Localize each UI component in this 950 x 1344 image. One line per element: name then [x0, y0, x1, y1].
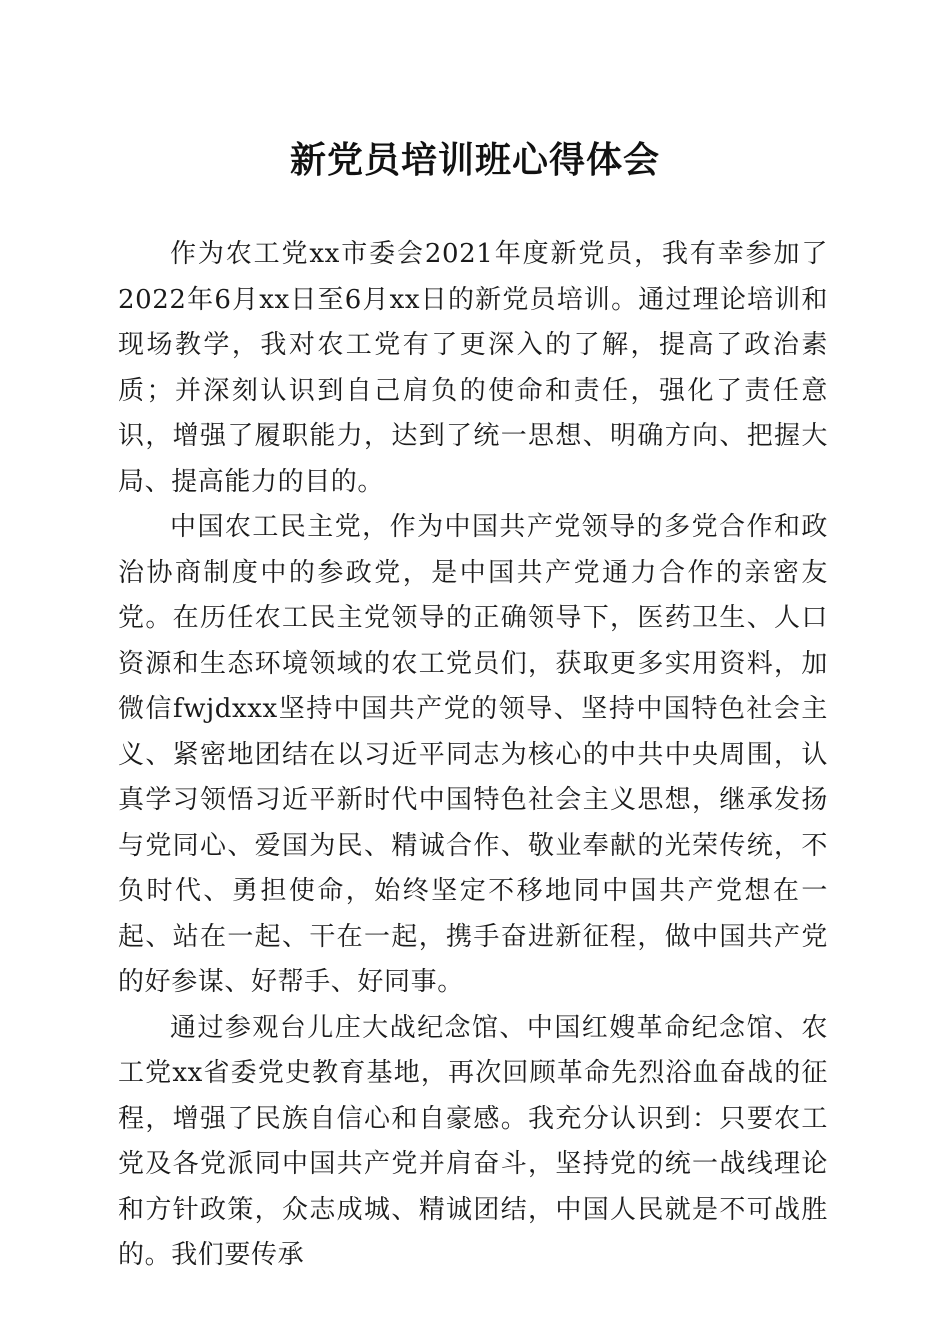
paragraph: 通过参观台儿庄大战纪念馆、中国红嫂革命纪念馆、农工党xx省委党史教育基地，再次回顾革命先烈浴血奋战的征程，增强了民族自信心和自豪感。我充分认识到：只要农工党及各党派同中国共产党并肩奋斗，坚持党的统一战线理论和方针政策，众志成城、精诚团结，中国人民就是不可战胜的。我们要传承	[118, 1012, 828, 1270]
paragraph: 作为农工党xx市委会2021年度新党员，我有幸参加了2022年6月xx日至6月xx日的新党员培训。通过理论培训和现场教学，我对农工党有了更深入的了解，提高了政治素质；并深刻认识到自己肩负的使命和责任，强化了责任意识，增强了履职能力，达到了统一思想、明确方向、把握大局、提高能力的目的。	[118, 239, 828, 497]
document-body	[118, 232, 828, 1279]
paragraph: 中国农工民主党，作为中国共产党领导的多党合作和政治协商制度中的参政党，是中国共产党通力合作的亲密友党。在历任农工民主党领导的正确领导下，医药卫生、人口资源和生态环境领域的农工党员们，获取更多实用资料，加微信fwjdxxx坚持中国共产党的领导、坚持中国特色社会主义、紧密地团结在以习近平同志为核心的中共中央周围，认真学习领悟习近平新时代中国特色社会主义思想，继承发扬与党同心、爱国为民、精诚合作、敬业奉献的光荣传统，不负时代、勇担使命，始终坚定不移地同中国共产党想在一起、站在一起、干在一起，携手奋进新征程，做中国共产党的好参谋、好帮手、好同事。	[118, 512, 828, 997]
document-title: 新党员培训班心得体会	[289, 139, 660, 181]
